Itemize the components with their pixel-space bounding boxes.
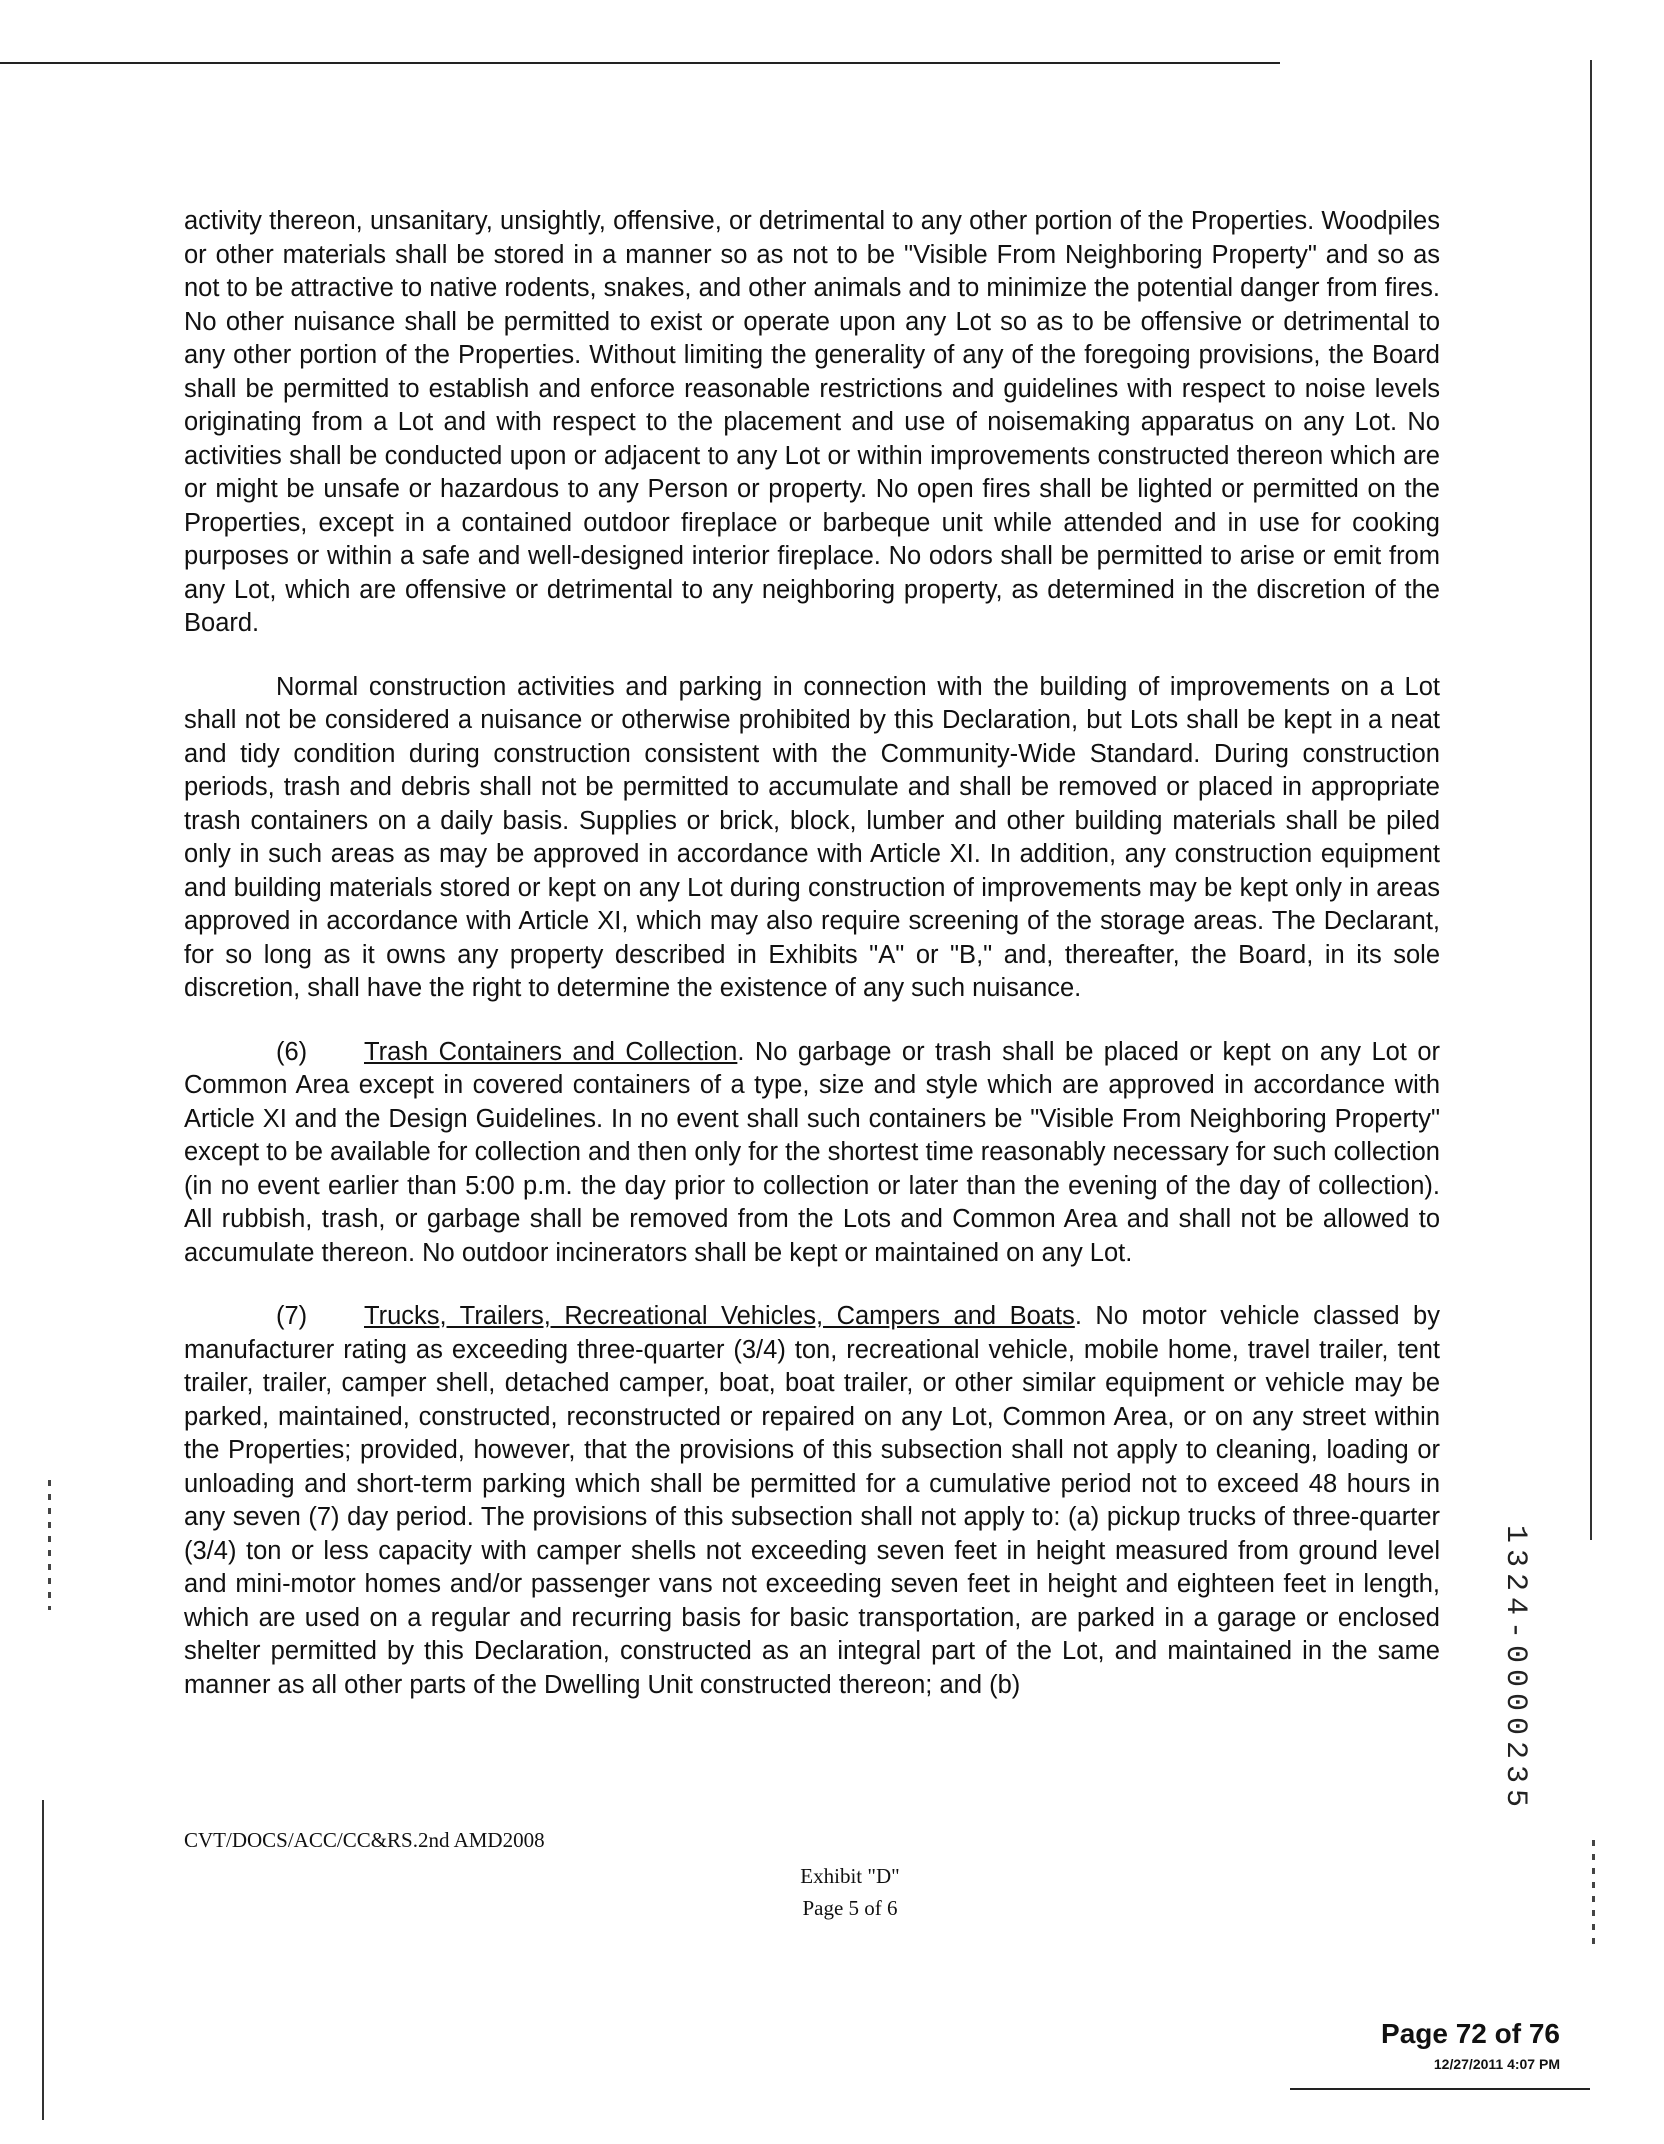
section-body: . No motor vehicle classed by manufacturer rating as exceeding three-quarter (3/4) ton, recreational vehicle, mobile home, travel trailer, tent trailer, trailer, camper shell, detached camper, boat, boat trailer, or other similar equipment or vehicle may be parked, maintained, constructed, reconstructed or repaired on any Lot, Common Area, or on any street within the Properties; provided, however, that the provisions of this subsection shall not apply to cleaning, loading or unloading and short-term parking which shall be permitted for a cumulative period not to exceed 48 hours in any seven (7) day period. The provisions of this subsection shall not apply to: (a) pickup trucks of three-quarter (3/4) ton or less capacity with camper shells not exceeding seven feet in height measured from ground level and mini-motor homes and/or passenger vans not exceeding seven feet in height and eighteen feet in length, which are used on a regular and recurring basis for basic transportation, are parked in a garage or enclosed shelter permitted by this Declaration, constructed as an integral part of the Lot, and maintained in the same manner as all other parts of the Dwelling Unit constructed thereon; and (b) [184,1302,1440,1699]
paragraph-nuisance-continued: activity thereon, unsanitary, unsightly, offensive, or detrimental to any other portion of the Properties. Woodpiles or other materials shall be stored in a manner so as not to be "Visible From Neighboring Property" and so as not to be attractive to native rodents, snakes, and other animals and to minimize the potential danger from fires. No other nuisance shall be permitted to exist or operate upon any Lot so as to be offensive or detrimental to any other portion of the Properties. Without limiting the generality of any of the foregoing provisions, the Board shall be permitted to establish and enforce reasonable restrictions and guidelines with respect to noise levels originating from a Lot and with respect to the placement and use of noisemaking apparatus on any Lot. No activities shall be conducted upon or adjacent to any Lot or within improvements constructed thereon which are or might be unsafe or hazardous to any Person or property. No open fires shall be lighted or permitted on the Properties, except in a contained outdoor fireplace or barbeque unit while attended and in use for cooking purposes or within a safe and well-designed interior fireplace. No odors shall be permitted to arise or emit from any Lot, which are offensive or detrimental to any neighboring property, as determined in the discretion of the Board. [184,207,1440,637]
document-body [184,205,1440,1732]
section-heading: Trucks, Trailers, Recreational Vehicles, Campers and Boats [364,1302,1075,1330]
top-rule [0,62,1280,64]
section-number: (7) [276,1302,308,1330]
section-number: (6) [276,1037,308,1066]
exhibit-page: Page 5 of 6 [802,1896,898,1920]
section-heading: Trash Containers and Collection [364,1037,738,1066]
left-margin-rule [42,1800,44,2120]
recording-number: 1324-0000235 [1498,1525,1532,1814]
exhibit-footer [700,1860,1000,1924]
paragraph-construction: Normal construction activities and parking in connection with the building of improvements on a Lot shall not be considered a nuisance or otherwise prohibited by this Declaration, but Lots shall be kept in a neat and tidy condition during construction consistent with the Community-Wide Standard. During construction periods, trash and debris shall not be permitted to accumulate and shall be removed or placed in appropriate trash containers on a daily basis. Supplies or brick, block, lumber and other building materials shall be piled only in such areas as may be approved in accordance with Article XI. In addition, any construction equipment and building materials stored or kept on any Lot during construction of improvements may be kept only in areas approved in accordance with Article XI, which may also require screening of the storage areas. The Declarant, for so long as it owns any property described in Exhibits "A" or "B," and, thereafter, the Board, in its sole discretion, shall have the right to determine the existence of any such nuisance. [184,672,1440,1002]
timestamp: 12/27/2011 4:07 PM [1433,2056,1560,2072]
document-code: CVT/DOCS/ACC/CC&RS.2nd AMD2008 [184,1828,545,1852]
section-7-vehicles [184,1300,1440,1702]
page-counter: Page 72 of 76 [1381,2018,1560,2049]
section-body: . No garbage or trash shall be placed or kept on any Lot or Common Area except in covered containers of a type, size and style which are approved in accordance with Article XI and the Design Guidelines. In no event shall such containers be "Visible From Neighboring Property" except to be available for collection and then only for the shortest time reasonably necessary for such collection (in no event earlier than 5:00 p.m. the day prior to collection or later than the evening of the day of collection). All rubbish, trash, or garbage shall be removed from the Lots and Common Area and shall not be allowed to accumulate thereon. No outdoor incinerators shall be kept or maintained on any Lot. [184,1037,1440,1267]
left-scan-marks [48,1480,51,1610]
bottom-rule [1290,2088,1590,2090]
exhibit-label: Exhibit "D" [800,1864,900,1888]
right-margin-rule [1590,60,1592,1540]
right-scan-marks [1592,1840,1595,1950]
section-6-trash [184,1036,1440,1271]
